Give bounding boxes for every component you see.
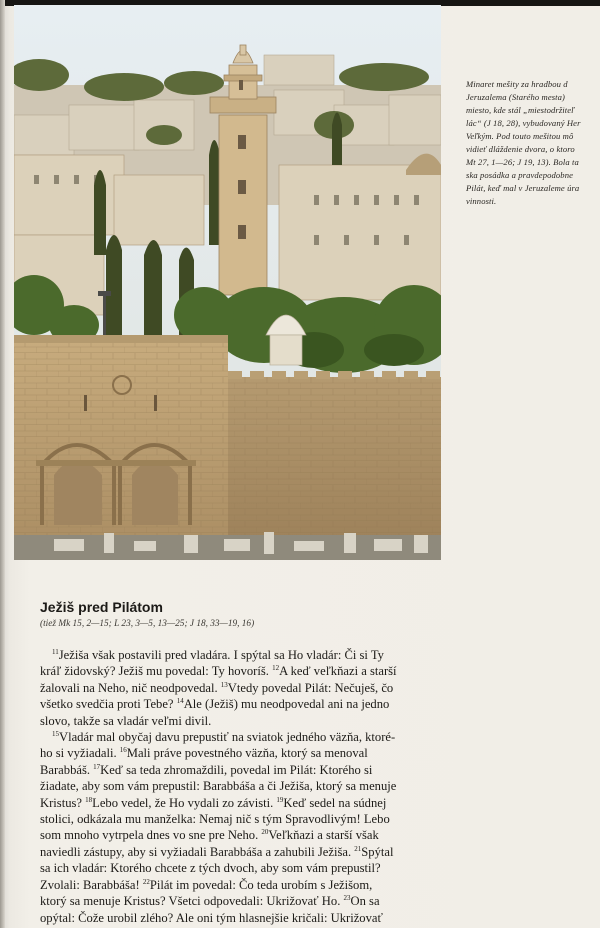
caption-line: ska posádka a pravdepodobne: [466, 170, 573, 180]
verse-text: Lebo vedel, že Ho vydali zo závisti.: [92, 795, 277, 810]
article-line: [40, 893, 450, 909]
verse-text: Ale (Ježiš) mu neodpovedal ani na jedno: [183, 697, 390, 712]
verse-number: 15: [52, 729, 59, 738]
article-line: [40, 745, 450, 761]
verse-text: žalovali na Neho, nič neodpovedal.: [40, 680, 221, 695]
article-line: [40, 696, 450, 712]
article-line: [40, 762, 450, 778]
article-line: [40, 778, 450, 794]
jerusalem-minaret-photo: [14, 5, 441, 560]
caption-line: Pilát, keď mal v Jeruzaleme úra: [466, 183, 580, 193]
article-line: [40, 844, 450, 860]
verse-number: 17: [93, 762, 101, 771]
verse-number: 18: [85, 795, 93, 804]
article-line: [40, 795, 450, 811]
verse-text: naviedli zástupy, aby si vyžiadali Barabbáša a zahubili Ježiša.: [40, 844, 355, 859]
verse-text: som mnoho vytrpela dnes vo sne pre Neho.: [40, 828, 262, 843]
verse-text: Kristus?: [40, 795, 86, 810]
verse-text: stolici, odkázala mu manželka: Nemaj nič s tým Spravodlivým! Lebo: [40, 812, 390, 827]
verse-number: 12: [272, 664, 280, 673]
article-line: [40, 647, 450, 663]
article: [40, 598, 450, 926]
article-line: [40, 680, 450, 696]
verse-number: 22: [142, 877, 150, 886]
caption-line: vinnosti.: [466, 196, 497, 206]
verse-number: 23: [343, 893, 351, 902]
caption-line: miesto, kde stál „miestodržiteľ: [466, 105, 575, 115]
caption-line: Mt 27, 1—26; J 19, 13). Bola ta: [466, 157, 579, 167]
verse-text: opýtal: Čože urobil zlého? Ale oni tým hlasnejšie kričali: Ukrižovať: [40, 910, 383, 925]
caption-line: vidieť dláždenie dvora, o ktoro: [466, 144, 575, 154]
verse-text: Zvolali: Barabbáša!: [40, 877, 143, 892]
verse-text: všetko svedčia proti Tebe?: [40, 697, 177, 712]
verse-text: On sa: [350, 894, 380, 909]
verse-number: 11: [52, 647, 59, 656]
verse-number: 19: [276, 795, 284, 804]
article-title: Ježiš pred Pilátom: [40, 599, 163, 615]
verse-text: Spýtal: [361, 844, 394, 859]
verse-text: Mali práve povestného väzňa, ktorý sa menoval: [126, 746, 368, 761]
verse-number: 20: [261, 828, 269, 837]
article-line: [40, 877, 450, 893]
verse-number: 14: [176, 697, 184, 706]
article-line: [40, 729, 450, 745]
caption-line: Veľkým. Pod touto mešitou mô: [466, 131, 574, 141]
verse-number: 13: [220, 680, 228, 689]
article-line: [40, 860, 450, 876]
scripture-references: (tiež Mk 15, 2—15; L 23, 3—5, 13—25; J 18, 33—19, 16): [40, 619, 255, 629]
verse-text: Vladár mal obyčaj davu prepustiť na sviatok jedného väzňa, ktoré-: [59, 730, 396, 745]
article-line: [40, 713, 450, 729]
verse-number: 16: [119, 746, 127, 755]
verse-text: Veľkňazi a starší však: [268, 828, 379, 843]
article-line: [40, 827, 450, 843]
article-body: [40, 647, 450, 926]
article-line: [40, 811, 450, 827]
verse-text: Vtedy povedal Pilát: Nečuješ, čo: [227, 680, 394, 695]
caption-line: Jeruzalema (Starého mesta): [466, 92, 566, 102]
photo-caption: [466, 78, 600, 208]
article-line: [40, 663, 450, 679]
verse-text: žiadate, aby som vám prepustil: Barabbáša a či Ježiša, ktorý sa menuje: [40, 779, 397, 794]
caption-line: Minaret mešity za hradbou d: [466, 79, 568, 89]
verse-text: Barabbáš.: [40, 762, 94, 777]
article-line: [40, 910, 450, 926]
verse-text: slovo, takže sa vladár veľmi divil.: [40, 713, 212, 728]
verse-text: sa ich vladár: Ktorého chcete z tých dvoch, aby som vám prepustil?: [40, 861, 381, 876]
caption-line: lác“ (J 18, 28), vybudovaný Her: [466, 118, 581, 128]
verse-text: Pilát im povedal: Čo teda urobím s Ježišom,: [149, 877, 373, 892]
book-spine-shadow: [0, 0, 5, 928]
verse-text: Ježiša však postavili pred vladára. I spýtal sa Ho vladár: Či si Ty: [58, 648, 384, 662]
verse-text: ho si vyžiadali.: [40, 746, 120, 761]
verse-text: Keď sa teda zhromaždili, povedal im Pilát: Ktorého si: [100, 762, 373, 777]
verse-text: A keď veľkňazi a starší: [279, 664, 397, 679]
verse-number: 21: [354, 844, 362, 853]
verse-text: Keď sedel na súdnej: [283, 795, 387, 810]
verse-text: kráľ židovský? Ježiš mu povedal: Ty hovoríš.: [40, 664, 273, 679]
verse-text: ktorý sa menuje Kristus? Všetci odpovedali: Ukrižovať Ho.: [40, 894, 344, 909]
